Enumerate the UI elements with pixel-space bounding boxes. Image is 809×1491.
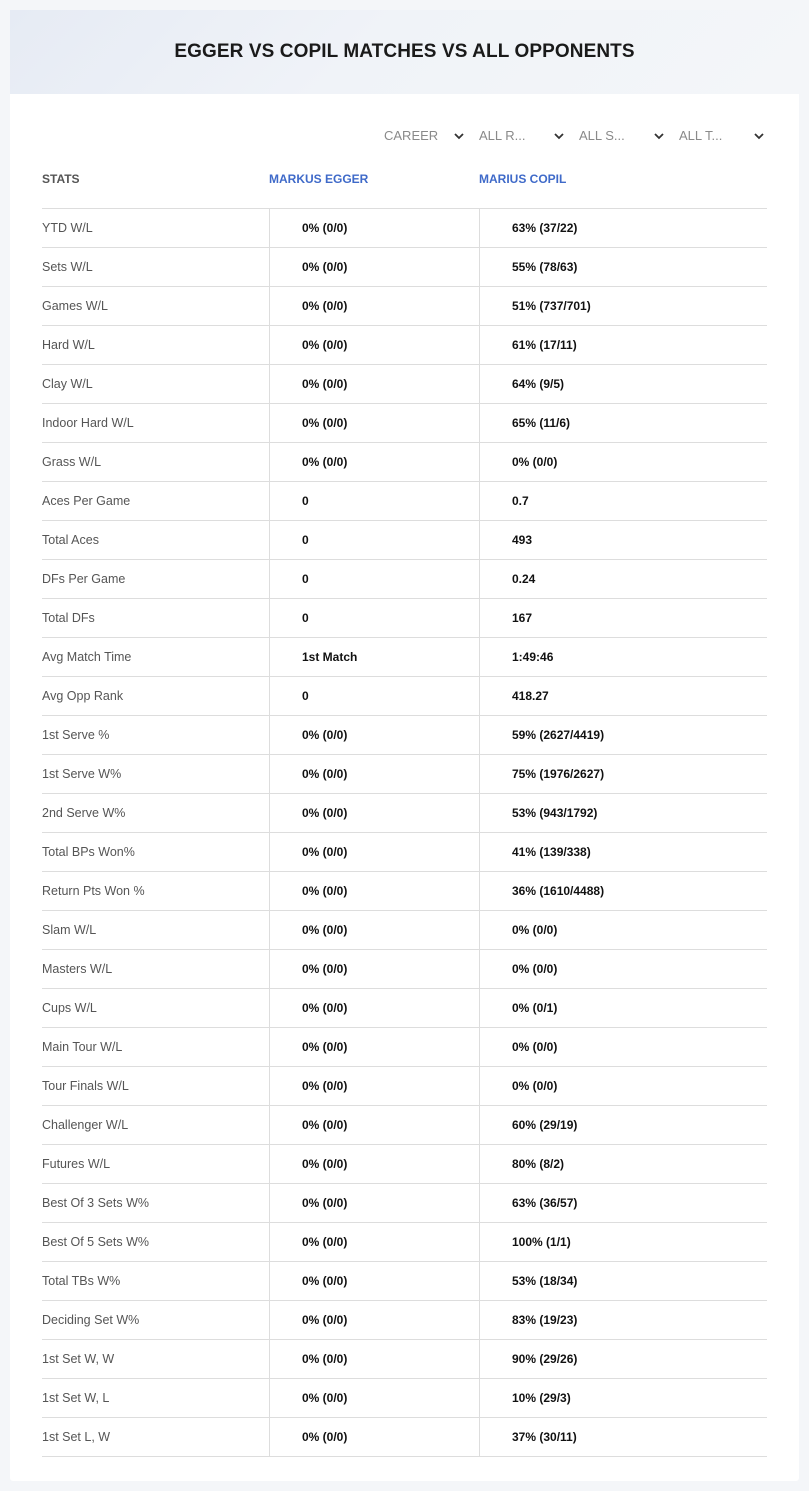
filter-round-value: ALL R... [479,128,526,143]
stat-label: 1st Serve % [42,728,110,742]
player1-value: 0% (0/0) [269,1379,479,1417]
filter-bar [10,126,799,146]
stat-label: Total DFs [42,611,95,625]
chevron-down-icon [454,131,464,141]
player1-value: 0% (0/0) [269,287,479,325]
player2-value: 1:49:46 [479,638,767,676]
stat-label: Clay W/L [42,377,93,391]
stat-label: Best Of 3 Sets W% [42,1196,149,1210]
chevron-down-icon [754,131,764,141]
player2-value: 83% (19/23) [479,1301,767,1339]
player2-value: 0.24 [479,560,767,598]
player2-value: 41% (139/338) [479,833,767,871]
player2-value: 80% (8/2) [479,1145,767,1183]
player2-value: 63% (37/22) [479,209,767,247]
player2-value: 90% (29/26) [479,1340,767,1378]
player2-value: 53% (943/1792) [479,794,767,832]
player1-value: 0% (0/0) [269,1418,479,1456]
table-row [42,989,767,1028]
player1-value: 0 [269,560,479,598]
player2-value: 0.7 [479,482,767,520]
stat-label: Total TBs W% [42,1274,121,1288]
stat-label: Best Of 5 Sets W% [42,1235,149,1249]
stat-label: 1st Serve W% [42,767,122,781]
chevron-down-icon [554,131,564,141]
table-row [42,560,767,599]
player1-value: 0% (0/0) [269,248,479,286]
player2-value: 36% (1610/4488) [479,872,767,910]
stat-label: 1st Set L, W [42,1430,111,1444]
player2-value: 10% (29/3) [479,1379,767,1417]
player2-value: 493 [479,521,767,559]
player1-value: 0 [269,521,479,559]
stat-label: Avg Match Time [42,650,132,664]
player1-value: 0% (0/0) [269,326,479,364]
player1-value: 0 [269,677,479,715]
player1-value: 0% (0/0) [269,1301,479,1339]
stat-label: Total BPs Won% [42,845,135,859]
stat-label: Sets W/L [42,260,93,274]
table-row [42,677,767,716]
player1-value: 1st Match [269,638,479,676]
player1-value: 0% (0/0) [269,755,479,793]
player1-value: 0% (0/0) [269,833,479,871]
player2-value: 0% (0/0) [479,443,767,481]
table-row [42,326,767,365]
player2-value: 63% (36/57) [479,1184,767,1222]
player2-value: 59% (2627/4419) [479,716,767,754]
player2-value: 64% (9/5) [479,365,767,403]
player2-value: 75% (1976/2627) [479,755,767,793]
stat-label: Grass W/L [42,455,102,469]
card-header [10,10,799,94]
stat-label: Slam W/L [42,923,97,937]
player1-value: 0% (0/0) [269,1067,479,1105]
filter-tournament-dropdown[interactable] [679,126,764,146]
stat-label: 1st Set W, L [42,1391,110,1405]
player1-value: 0% (0/0) [269,950,479,988]
stat-label: Main Tour W/L [42,1040,123,1054]
player2-value: 65% (11/6) [479,404,767,442]
player2-value: 0% (0/0) [479,911,767,949]
player2-value: 0% (0/1) [479,989,767,1027]
player1-value: 0% (0/0) [269,404,479,442]
player2-value: 100% (1/1) [479,1223,767,1261]
stat-label: Challenger W/L [42,1118,129,1132]
player1-value: 0% (0/0) [269,1223,479,1261]
table-row [42,794,767,833]
player2-value: 60% (29/19) [479,1106,767,1144]
player2-value: 53% (18/34) [479,1262,767,1300]
table-row [42,404,767,443]
player1-value: 0% (0/0) [269,911,479,949]
table-row [42,1067,767,1106]
filter-round-dropdown[interactable] [479,126,564,146]
player2-value: 418.27 [479,677,767,715]
player1-value: 0 [269,482,479,520]
stat-label: YTD W/L [42,221,93,235]
player2-value: 55% (78/63) [479,248,767,286]
stat-label: Deciding Set W% [42,1313,140,1327]
table-row [42,638,767,677]
player1-value: 0% (0/0) [269,1184,479,1222]
stat-label: Indoor Hard W/L [42,416,134,430]
table-row [42,911,767,950]
player1-value: 0% (0/0) [269,794,479,832]
player1-value: 0% (0/0) [269,716,479,754]
table-row [42,599,767,638]
table-row [42,443,767,482]
player1-value: 0% (0/0) [269,1106,479,1144]
table-row [42,521,767,560]
player2-value: 0% (0/0) [479,1028,767,1066]
filter-surface-dropdown[interactable] [579,126,664,146]
player2-value: 0% (0/0) [479,1067,767,1105]
player2-value: 167 [479,599,767,637]
filter-surface-value: ALL S... [579,128,625,143]
table-row [42,1028,767,1067]
player1-value: 0% (0/0) [269,1145,479,1183]
player1-value: 0 [269,599,479,637]
table-row [42,248,767,287]
filter-tournament-value: ALL T... [679,128,723,143]
player2-value: 37% (30/11) [479,1418,767,1456]
table-row [42,287,767,326]
table-row [42,209,767,248]
chevron-down-icon [654,131,664,141]
table-row [42,1145,767,1184]
player1-value: 0% (0/0) [269,1340,479,1378]
column-header-stats: STATS [42,172,80,186]
table-row [42,1340,767,1379]
stat-label: Hard W/L [42,338,95,352]
table-row [42,482,767,521]
table-row [42,365,767,404]
player1-value: 0% (0/0) [269,365,479,403]
table-row [42,872,767,911]
player1-value: 0% (0/0) [269,209,479,247]
stat-label: Games W/L [42,299,108,313]
table-row [42,755,767,794]
stat-label: DFs Per Game [42,572,126,586]
stat-label: Masters W/L [42,962,113,976]
table-row [42,1262,767,1301]
stat-label: Total Aces [42,533,99,547]
player1-value: 0% (0/0) [269,1028,479,1066]
player1-value: 0% (0/0) [269,872,479,910]
table-row [42,1418,767,1457]
table-row [42,716,767,755]
player1-value: 0% (0/0) [269,1262,479,1300]
stats-card [10,10,799,1481]
player2-value: 0% (0/0) [479,950,767,988]
table-row [42,1379,767,1418]
table-row [42,1223,767,1262]
player2-value: 51% (737/701) [479,287,767,325]
filter-period-value: CAREER [384,128,439,143]
filter-period-dropdown[interactable] [384,126,464,146]
stat-label: Aces Per Game [42,494,131,508]
stat-label: 1st Set W, W [42,1352,115,1366]
table-row [42,1106,767,1145]
player2-value: 61% (17/11) [479,326,767,364]
stat-label: 2nd Serve W% [42,806,126,820]
table-row [42,1184,767,1223]
player1-value: 0% (0/0) [269,989,479,1027]
stat-label: Cups W/L [42,1001,97,1015]
table-row [42,1301,767,1340]
table-row [42,950,767,989]
stat-label: Futures W/L [42,1157,111,1171]
page-title: EGGER VS COPIL MATCHES VS ALL OPPONENTS [174,41,635,62]
player1-value: 0% (0/0) [269,443,479,481]
column-header-player2-link[interactable]: MARIUS COPIL [479,172,567,186]
stat-label: Return Pts Won % [42,884,145,898]
column-header-player1-link[interactable]: MARKUS EGGER [269,172,369,186]
stat-label: Avg Opp Rank [42,689,124,703]
stats-table [42,208,767,1457]
table-row [42,833,767,872]
stat-label: Tour Finals W/L [42,1079,129,1093]
